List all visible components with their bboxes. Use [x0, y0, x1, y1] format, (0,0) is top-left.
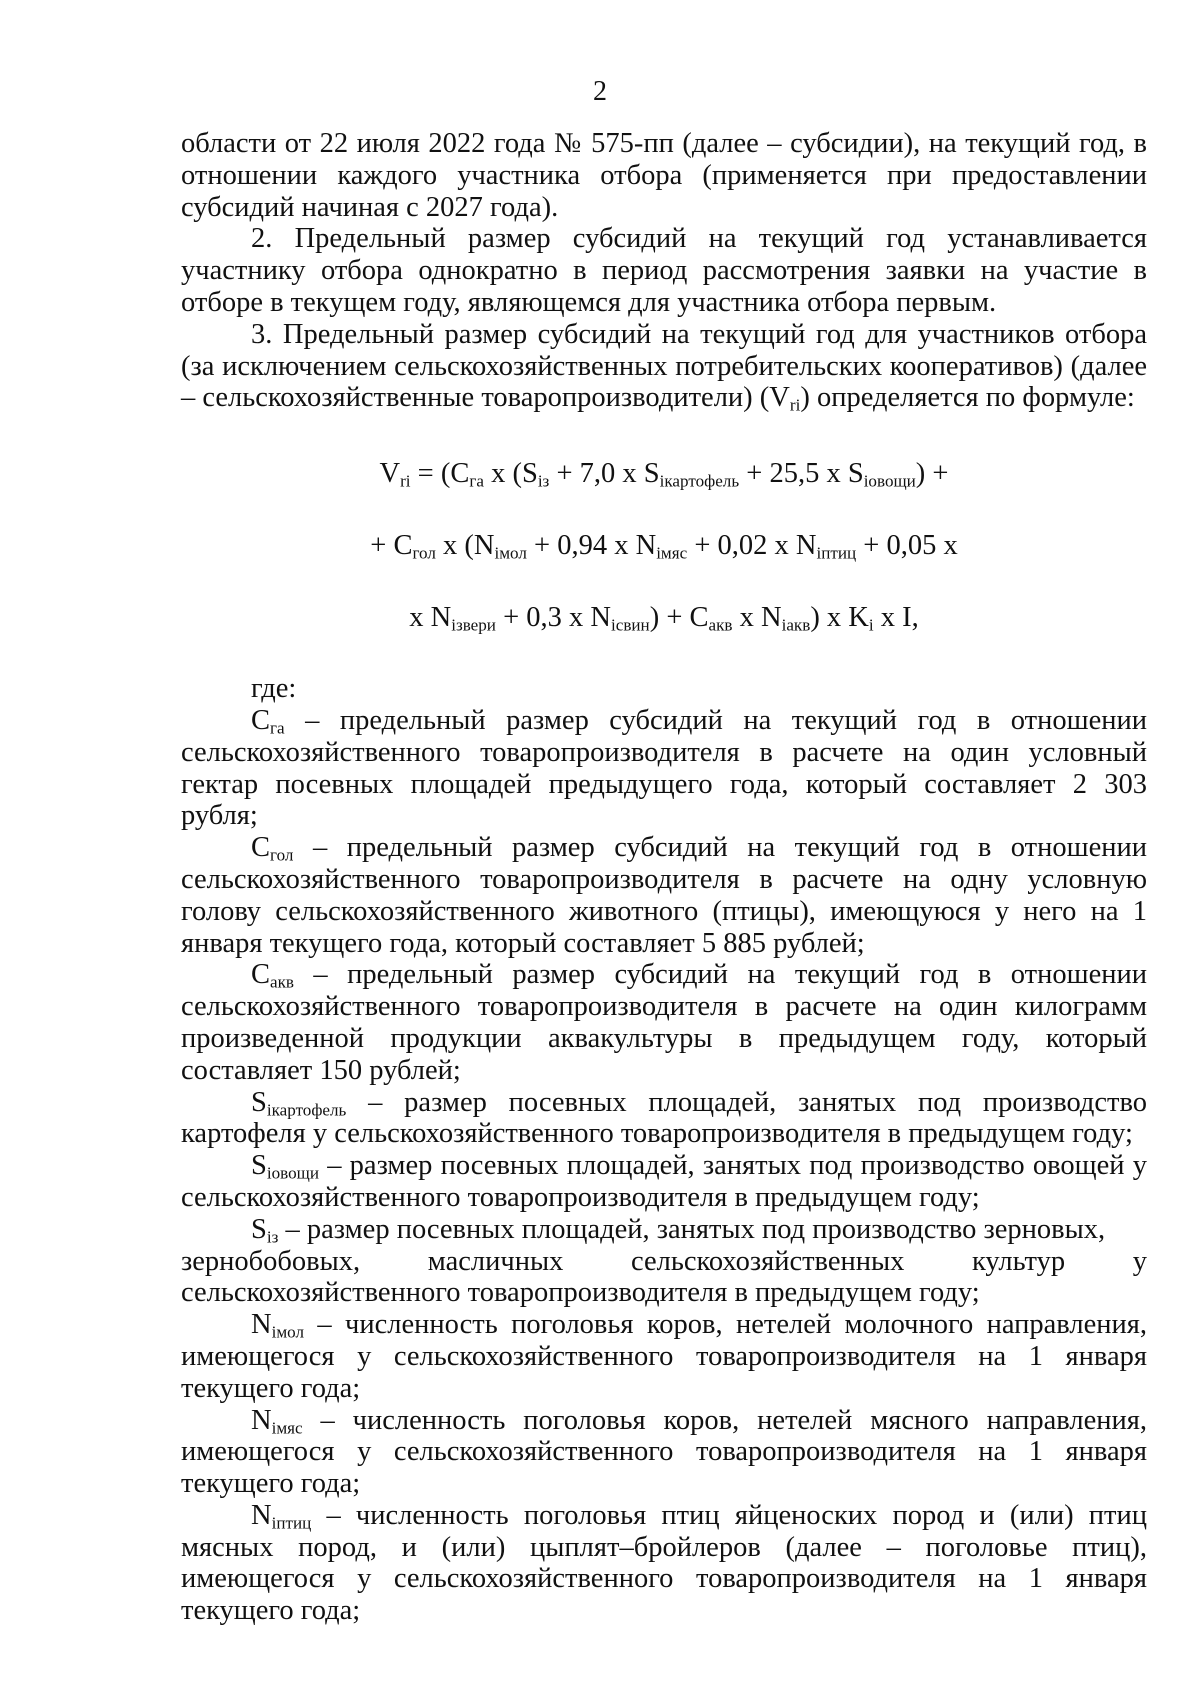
- definition-item: [181, 1309, 1147, 1404]
- definition-symbol: N: [251, 1309, 272, 1341]
- definition-s-iz-text: – размер посевных площадей, занятых под производство зерновых,: [278, 1213, 1106, 1245]
- formula-term: х I,: [873, 602, 919, 634]
- definition-item: [181, 959, 1147, 1086]
- formula-subscript: iмол: [494, 543, 527, 563]
- definitions-list-1: [181, 705, 1147, 1214]
- formula-term: + 0,94 х N: [526, 530, 657, 562]
- definition-symbol: S: [251, 1150, 267, 1182]
- definition-s-iz-word: культур: [971, 1245, 1066, 1277]
- definition-subscript: iовощи: [266, 1163, 319, 1183]
- formula-subscript: гол: [412, 543, 436, 563]
- definition-text: – размер посевных площадей, занятых под производство овощей у сельскохозяйственного товаропроизводителя в предыдущем году;: [181, 1150, 1147, 1213]
- definition-s-iz-word: масличных: [427, 1245, 564, 1277]
- definition-symbol: N: [251, 1499, 272, 1531]
- formula-subscript: iптиц: [816, 543, 857, 563]
- formula-term: х (N: [435, 530, 495, 562]
- paragraph-3-tail: ) определяется по формуле:: [800, 382, 1135, 414]
- definition-item: [181, 1087, 1147, 1151]
- formula-term: х N: [409, 602, 452, 634]
- formula-term: х N: [732, 602, 782, 634]
- definition-s-iz-line-1: [181, 1214, 1147, 1246]
- paragraph-3: [181, 319, 1147, 414]
- definition-symbol: С: [251, 704, 271, 736]
- formula-term: = (С: [410, 458, 470, 490]
- definition-subscript: iкартофель: [266, 1099, 347, 1119]
- definition-text: – размер посевных площадей, занятых под производство картофеля у сельскохозяйственного товаропроизводителя в предыдущем году;: [181, 1086, 1147, 1150]
- formula-subscript: iкартофель: [659, 471, 740, 491]
- definition-item: [181, 832, 1147, 959]
- definition-symbol: С: [251, 959, 271, 991]
- formula-term: + 7,0 х S: [549, 458, 660, 490]
- definition-text: – численность поголовья коров, нетелей молочного направления, имеющегося у сельскохозяйственного товаропроизводителя на 1 января текущего года;: [181, 1309, 1147, 1404]
- formula-subscript: ri: [400, 471, 411, 491]
- formula-term: + 0,02 х N: [687, 530, 817, 562]
- paragraph-intro: области от 22 июля 2022 года № 575-пп (далее – субсидии), на текущий год, в отношении каждого участника отбора (применяется при предоставлении субсидий начиная с 2027 года).: [181, 128, 1147, 223]
- definition-s-iz-symbol: S: [251, 1213, 267, 1245]
- formula-term: + 0,3 х N: [495, 602, 611, 634]
- definition-symbol: N: [251, 1404, 272, 1436]
- definition-text: – численность поголовья птиц яйценоских пород и (или) птиц мясных пород, и (или) цыплят–бройлеров (далее – поголовье птиц), имеющегося у сельскохозяйственного товаропроизводителя на 1 января текущего года;: [181, 1499, 1147, 1627]
- definition-symbol: S: [251, 1086, 267, 1118]
- formula-term: + 25,5 х S: [739, 458, 864, 490]
- formula-subscript: га: [469, 471, 484, 491]
- definition-text: – предельный размер субсидий на текущий год в отношении сельскохозяйственного товаропроизводителя в расчете на одну условную голову сельскохозяйственного животного (птицы), имеющуюся у него на 1 января текущего года, который составляет 5 885 рублей;: [181, 832, 1147, 959]
- definition-symbol: С: [251, 832, 271, 864]
- definition-text: – численность поголовья коров, нетелей мясного направления, имеющегося у сельскохозяйственного товаропроизводителя на 1 января текущего года;: [181, 1404, 1147, 1500]
- formula-subscript: iз: [537, 471, 550, 491]
- definition-s-iz-word: сельскохозяйственных: [630, 1245, 905, 1277]
- definition-s-iz-subscript: iз: [266, 1226, 279, 1246]
- formula-term: + 0,05 х: [856, 530, 958, 562]
- definition-subscript: гол: [270, 845, 294, 865]
- formula-subscript: iзвери: [451, 615, 496, 635]
- where-label: где:: [251, 673, 297, 705]
- paragraph-2: 2. Предельный размер субсидий на текущий год устанавливается участнику отбора однократно в период рассмотрения заявки на участие в отборе в текущем году, являющемся для участника отбора первым.: [181, 223, 1147, 318]
- formula-line-3: [181, 601, 1147, 635]
- page-number: 2: [593, 76, 607, 107]
- paragraph-3-text: 3. Предельный размер субсидий на текущий год для участников отбора (за исключением сельскохозяйственных потребительских кооперативов) (далее – сельскохозяйственные товаропроизводители) (V: [181, 318, 1147, 414]
- definition-subscript: акв: [270, 972, 294, 992]
- formula-term: ) + С: [649, 602, 709, 634]
- formula-subscript: акв: [708, 615, 733, 635]
- definition-item: [181, 705, 1147, 832]
- definition-subscript: iмол: [271, 1322, 305, 1342]
- definition-item: [181, 1405, 1147, 1500]
- formula-subscript: i: [868, 615, 874, 635]
- definition-subscript: iптиц: [271, 1513, 312, 1533]
- formula-term: ) х K: [810, 602, 869, 634]
- definition-s-iz-word: у: [1132, 1245, 1147, 1277]
- definition-text: – предельный размер субсидий на текущий год в отношении сельскохозяйственного товаропроизводителя в расчете на один условный гектар посевных площадей предыдущего года, который составляет 2 303 рубля;: [181, 704, 1147, 832]
- paragraph-3-subscript: ri: [789, 395, 801, 415]
- formula-term: + С: [370, 530, 413, 562]
- formula-line-2: [181, 529, 1147, 563]
- formula-subscript: iакв: [781, 615, 811, 635]
- definitions-list-2: [181, 1309, 1147, 1627]
- definition-item: [181, 1500, 1147, 1627]
- formula-subscript: iовощи: [863, 471, 916, 491]
- definition-subscript: га: [270, 718, 285, 738]
- definition-text: – предельный размер субсидий на текущий год в отношении сельскохозяйственного товаропроизводителя в расчете на один килограмм произведенной продукции аквакультуры в предыдущем году, который составляет 150 рублей;: [181, 959, 1147, 1086]
- definition-item: [181, 1150, 1147, 1214]
- formula-term: х (S: [483, 458, 538, 490]
- definition-s-iz: [181, 1214, 1147, 1309]
- definition-subscript: iмяс: [271, 1417, 303, 1437]
- formula-term: ) +: [915, 458, 949, 490]
- formula-term: V: [379, 458, 401, 490]
- definition-s-iz-line-2: [181, 1246, 1147, 1278]
- formula-subscript: iсвин: [611, 615, 650, 635]
- definition-s-iz-line-3: сельскохозяйственного товаропроизводителя в предыдущем году;: [181, 1277, 980, 1309]
- formula-subscript: iмяс: [656, 543, 688, 563]
- document-body: [181, 128, 1147, 1627]
- formula-line-1: [181, 457, 1147, 491]
- definition-s-iz-word: зернобобовых,: [181, 1245, 361, 1277]
